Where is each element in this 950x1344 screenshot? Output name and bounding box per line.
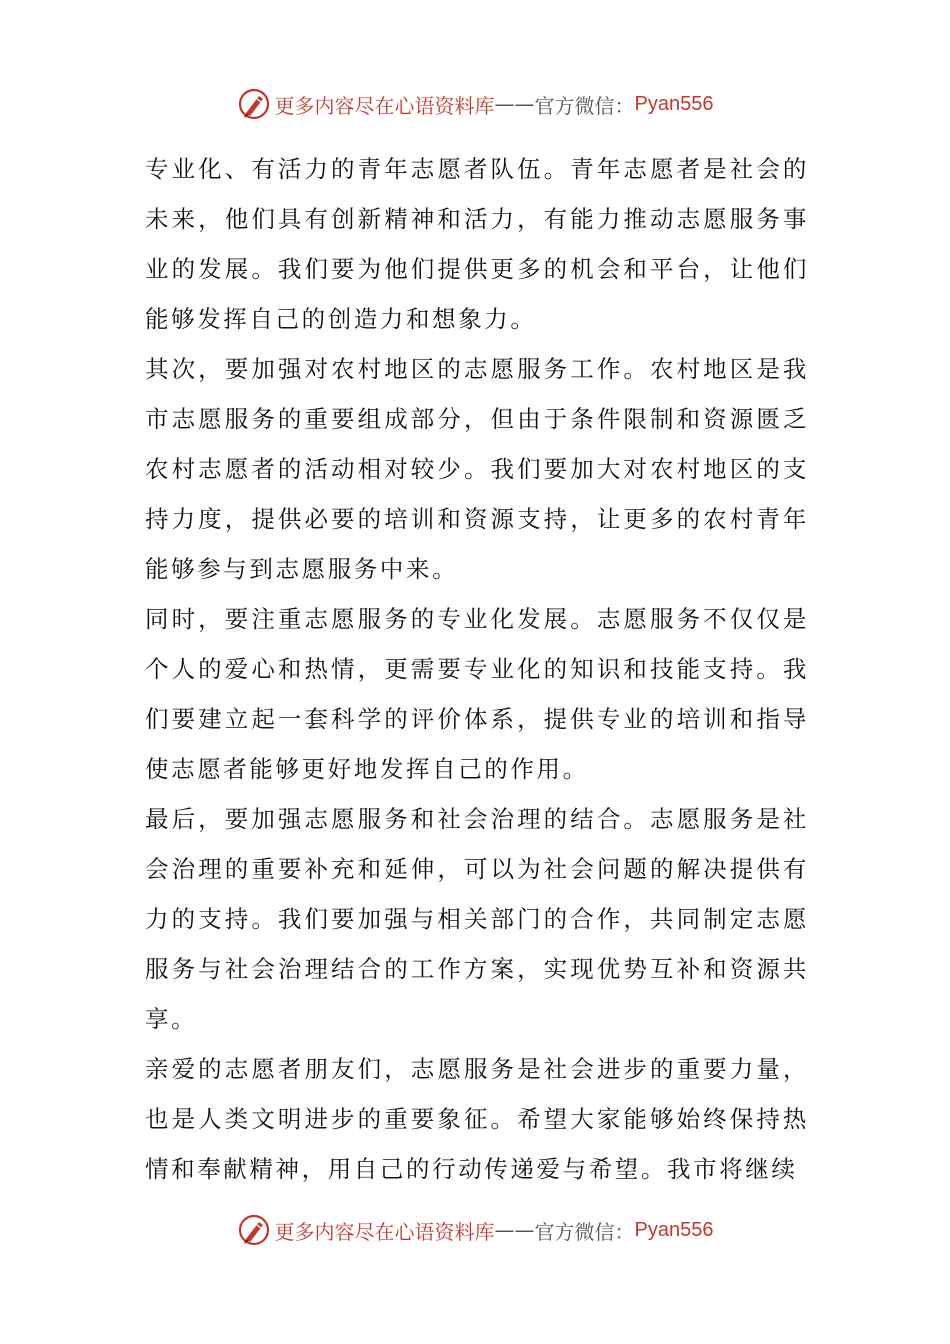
- footer-separator: ——: [494, 1218, 535, 1242]
- footer-label: 官方微信：: [534, 1219, 635, 1244]
- footer-banner: [0, 1210, 950, 1250]
- footer-title: 更多内容尽在心语资料库: [274, 1219, 495, 1244]
- header-separator: ——: [494, 92, 535, 116]
- header-label: 官方微信：: [534, 93, 635, 118]
- paragraph: 其次，要加强对农村地区的志愿服务工作。农村地区是我市志愿服务的重要组成部分，但由于条件限制和资源匮乏农村志愿者的活动相对较少。我们要加大对农村地区的支持力度，提供必要的培训和资源支持，让更多的农村青年能够参与到志愿服务中来。: [145, 355, 809, 583]
- pen-logo-icon: [237, 87, 271, 121]
- header-banner: [0, 84, 950, 124]
- paragraph: 同时，要注重志愿服务的专业化发展。志愿服务不仅仅是个人的爱心和热情，更需要专业化的知识和技能支持。我们要建立起一套科学的评价体系，提供专业的培训和指导使志愿者能够更好地发挥自己的作用。: [145, 605, 809, 783]
- footer-wechat-id: Pyan556: [634, 1218, 714, 1241]
- header-wechat-id: Pyan556: [634, 92, 714, 115]
- paragraph: 亲爱的志愿者朋友们，志愿服务是社会进步的重要力量，也是人类文明进步的重要象征。希望大家能够始终保持热情和奉献精神，用自己的行动传递爱与希望。我市将继续: [145, 1055, 809, 1183]
- header-title: 更多内容尽在心语资料库: [274, 93, 495, 118]
- paragraph: 专业化、有活力的青年志愿者队伍。青年志愿者是社会的未来，他们具有创新精神和活力，有能力推动志愿服务事业的发展。我们要为他们提供更多的机会和平台，让他们能够发挥自己的创造力和想象力。: [145, 155, 809, 333]
- pen-logo-icon: [237, 1213, 271, 1247]
- document-body: [145, 144, 809, 1194]
- header-text: [275, 90, 714, 119]
- footer-text: [275, 1216, 714, 1245]
- paragraph: 最后，要加强志愿服务和社会治理的结合。志愿服务是社会治理的重要补充和延伸，可以为社会问题的解决提供有力的支持。我们要加强与相关部门的合作，共同制定志愿服务与社会治理结合的工作方案，实现优势互补和资源共享。: [145, 805, 809, 1033]
